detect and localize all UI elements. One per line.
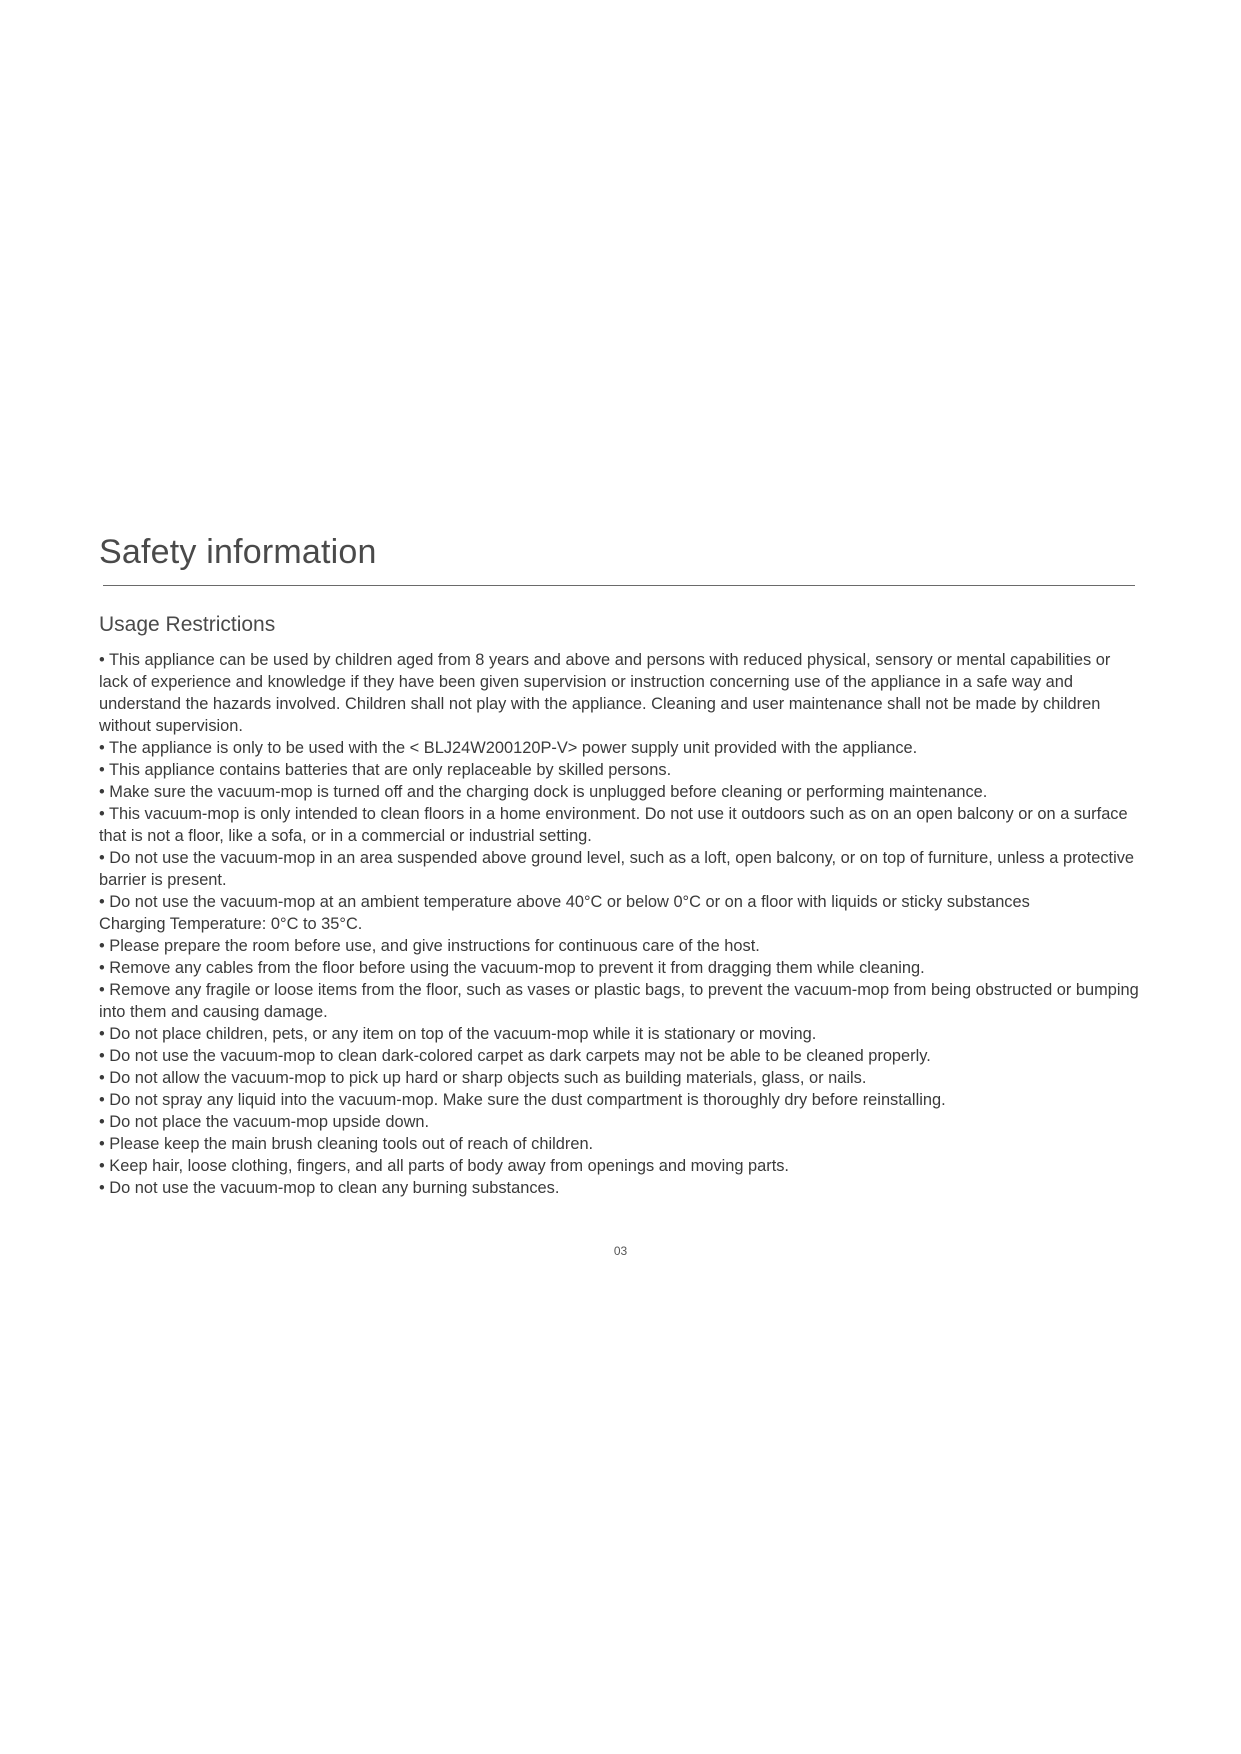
list-item: • Do not place the vacuum-mop upside down. <box>99 1113 430 1131</box>
list-item: • Remove any cables from the floor before using the vacuum-mop to prevent it from dragging them while cleaning. <box>99 959 925 977</box>
list-item: • Do not use the vacuum-mop at an ambient temperature above 40°C or below 0°C or on a floor with liquids or sticky substances <box>99 893 1030 911</box>
list-item: • Do not allow the vacuum-mop to pick up hard or sharp objects such as building materials, glass, or nails. <box>99 1069 867 1087</box>
list-item: • The appliance is only to be used with the < BLJ24W200120P-V> power supply unit provided with the appliance. <box>99 739 918 757</box>
list-item: • Remove any fragile or loose items from the floor, such as vases or plastic bags, to prevent the vacuum-mop from being obstructed or bumping into them and causing damage. <box>99 981 1139 1021</box>
list-item: • Do not spray any liquid into the vacuum-mop. Make sure the dust compartment is thoroughly dry before reinstalling. <box>99 1091 946 1109</box>
list-item: • Do not use the vacuum-mop to clean dark-colored carpet as dark carpets may not be able to be cleaned properly. <box>99 1047 931 1065</box>
list-item: • This vacuum-mop is only intended to clean floors in a home environment. Do not use it outdoors such as on an open balcony or on a surface that is not a floor, like a sofa, or in a commercial or industrial setting. <box>99 805 1128 845</box>
list-item: • Do not place children, pets, or any item on top of the vacuum-mop while it is stationary or moving. <box>99 1025 817 1043</box>
title-divider <box>103 585 1135 586</box>
list-item: • This appliance can be used by children aged from 8 years and above and persons with reduced physical, sensory or mental capabilities or lack of experience and knowledge if they have been given supervision or instruction concerning use of the appliance in a safe way and understand the hazards involved. Children shall not play with the appliance. Cleaning and user maintenance shall not be made by children without supervision. <box>99 651 1111 735</box>
list-item: Charging Temperature: 0°C to 35°C. <box>99 915 363 933</box>
page-title: Safety information <box>99 533 377 571</box>
section-heading-usage-restrictions: Usage Restrictions <box>99 613 276 636</box>
list-item: • Please keep the main brush cleaning tools out of reach of children. <box>99 1135 594 1153</box>
usage-restrictions-list <box>99 649 1139 1199</box>
list-item: • Do not use the vacuum-mop to clean any burning substances. <box>99 1179 560 1197</box>
list-item: • Please prepare the room before use, and give instructions for continuous care of the host. <box>99 937 760 955</box>
list-item: • This appliance contains batteries that are only replaceable by skilled persons. <box>99 761 672 779</box>
list-item: • Make sure the vacuum-mop is turned off and the charging dock is unplugged before cleaning or performing maintenance. <box>99 783 988 801</box>
list-item: • Do not use the vacuum-mop in an area suspended above ground level, such as a loft, open balcony, or on top of furniture, unless a protective barrier is present. <box>99 849 1135 889</box>
page-number: 03 <box>613 1244 628 1258</box>
list-item: • Keep hair, loose clothing, fingers, and all parts of body away from openings and moving parts. <box>99 1157 789 1175</box>
